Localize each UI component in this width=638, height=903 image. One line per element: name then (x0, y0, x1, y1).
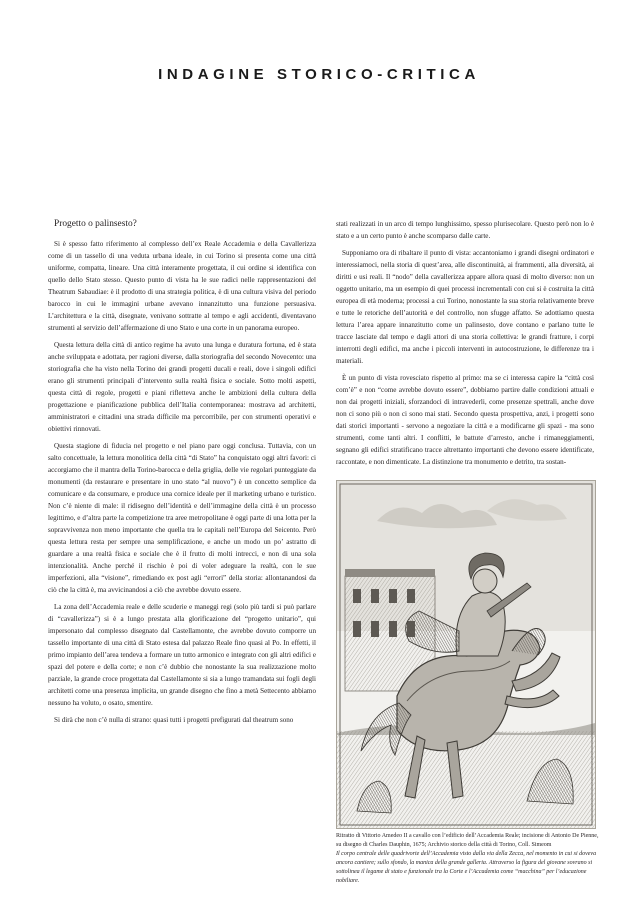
caption-line: Il corpo centrale delle quadrivorte dell’Accademia visto dalla via della Zecca, nel momento in cui si doveva ancora cantiere; sullo sfondo, la manica della grande galleria. Attraverso la figura del giovane sovrano si sottolinea il legame di stato e funzionale tra la Corte e l’Accademia come “macchina” per l’educazione nobiliare. (336, 851, 597, 884)
paragraph: Questa lettura della città di antico regime ha avuto una lunga e duratura fortuna, ed è stata anche sviluppata e adottata, per ragioni diverse, dalla storiografia del secondo Novecento: una storiografia che ha visto nella Torino dei grandi progetti ducali e reali, dove i singoli edifici erano gli strumenti principali d’intervento sulla realtà fisica e sociale. Sotto molti aspetti, questa città di regole, progetti e piani rifletteva anche le ambizioni della cultura della progettazione e pianificazione pubblica dell’Italia contemporanea: mostrava ad architetti, amministratori e cittadini una strada difficile ma percorribile, per con strumenti operativi e obiettivi rinnovati. (48, 341, 316, 433)
paragraph: stati realizzati in un arco di tempo lunghissimo, spesso plurisecolare. Questo però non lo è stato e a un certo punto è anche scomparso dalle carte. (336, 220, 594, 240)
left-column (48, 218, 316, 731)
section-title: Progetto o palinsesto? (54, 219, 137, 229)
paragraph: È un punto di vista rovesciato rispetto al primo: ma se ci interessa capire la “città così com’è” e non “come avrebbe dovuto essere”, dobbiamo partire dalle condizioni attuali e non dai progetti iniziali, sforzandoci di intravederli, come presenze spettrali, anche dove non ci sono più o non ci sono mai stati. Secondo questa prospettiva, anzi, i progetti sono dati storici importanti - servono a negoziare la città e a modificarne gli spazi - ma sono strumenti, come tanti altri. I conflitti, le battute d’arresto, anche i rimaneggiamenti, segnano gli edifici stratificano tracce altrettanto importanti che devono essere identificate, raccontate, e non dimenticate. La distinzione tra monumento e detrito, tra sostan- (336, 374, 594, 466)
paragraph: Supponiamo ora di ribaltare il punto di vista: accantoniamo i grandi disegni ordinatori e interessiamoci, nella storia di quest’area, alle discontinuità, ai frammenti, alla diversità, ai diritti e usi reali. Il “nodo” della cavallerizza appare allora quasi di molto diverso: non un oggetto unitario, ma un esempio di quei processi incrementali con cui si è costruita la città europea di età moderna; processi a cui Torino, nonostante la sua storia relativamente breve e tutte le retoriche dell’autorità e del controllo, non sfugge affatto. Se adottiamo questa lettura l’area appare innanzitutto come un palinsesto, dove contano e parlano tutte le tracce lasciate dal tempo e dagli attori di una storia collettiva: le grandi fratture, i corpi interrotti degli edifici, ma anche i piccoli interventi in autocostruzione, le differenze tra i materiali. (336, 249, 594, 365)
figure-caption (336, 832, 600, 886)
paragraph: La zona dell’Accademia reale e delle scuderie e maneggi regi (solo più tardi si può parlare di “cavallerizza”) si è a lungo prestata alla glorificazione del “progetto unitario”, qui impersonato dal complesso disegnato dal Castellamonte, che avrebbe dovuto comporre un tassello importante di una città di Stato estesa dal palazzo Reale fino quasi al Po. In effetti, il primo impianto dell’area tendeva a formare un tutto armonico e integrato con gli altri edifici e spazi del potere e della corte; e non c’è dubbio che nonostante la sua realizzazione molto parziale, la grande croce progettata dal Castellamonte si sia a lungo tramandata sui fogli degli architetti come una presenza implicita, un grande disegno che fino a metà Settecento abbiamo nessuno ha voluto, o osato, smentire. (48, 603, 316, 707)
paragraph: Questa stagione di fiducia nel progetto e nel piano pare oggi conclusa. Tuttavia, con un salto concettuale, la lettura monolitica della città “di Stato” ha conquistato oggi altri favori: ci accorgiamo che il mantra della Torino-barocca e della griglia, delle vie regolari punteggiate da monumenti (da restaurare e presentare in uno stato “al nuovo”) è un concetto semplice da comunicare e da consumare, e produce una cornice ideale per il marketing urbano e turistico. Non c’è niente di male: il ridisegno dell’identità e dell’immagine della città è un processo legittimo, e d’altra parte la competizione tra aree metropolitane è oggi parte di una lotta per la sopravvivenza non meno importante che quella tra le capitali nell’Europa del Seicento. Però questa lettura resta per sempre una semplificazione, e anche un modo un po’ astratto di guardare a una realtà fisica e sociale che è il frutto di molti intrecci, e non di una sola intenzionalità. Anche perché il rischio è poi di voler adeguare la realtà, con le sue imperfezioni, alla “visione”, rimediando ex post agli “errori” della storia: allontanandosi da ciò che la città è, ma avvicinandosi a ciò che avrebbe dovuto essere. (48, 442, 316, 594)
paragraph: Si è spesso fatto riferimento al complesso dell’ex Reale Accademia e della Cavallerizza come di un tassello di una veduta urbana ideale, in cui Torino si presenta come una città uniforme, compatta, lineare. Una città interamente progettata, il cui ordine si identifica con quello dello Stato stesso. Questo punto di vista ha le sue radici nelle rappresentazioni del Theatrum Sabaudiae: è il prodotto di una strategia politica, è di una cultura visiva del periodo barocco in cui le immagini urbane avevano innanzitutto una funzione persuasiva. L’architettura e la città, disegnate, venivano sottratte al tempo e agli accidenti, diventavano strumenti al servizio dell’affermazione di uno Stato e una corte in un panorama europeo. (48, 240, 316, 332)
caption-line: Ritratto di Vittorio Amedeo II a cavallo con l’edificio dell’Accademia Reale; incisione di Antonio De Pienne, su disegno di Charles Dauphin, 1675; Archivio storico della città di Torino, Coll. Simeom (336, 833, 599, 848)
building-cornice (345, 569, 435, 577)
right-column (336, 218, 594, 473)
paragraph: Si dirà che non c’è nulla di strano: quasi tutti i progetti prefigurati dal theatrum sono (54, 716, 294, 724)
running-head: INDAGINE STORICO-CRITICA (158, 66, 480, 83)
engraving-horse-rider-illustration (337, 481, 595, 828)
engraving-figure (336, 480, 596, 829)
